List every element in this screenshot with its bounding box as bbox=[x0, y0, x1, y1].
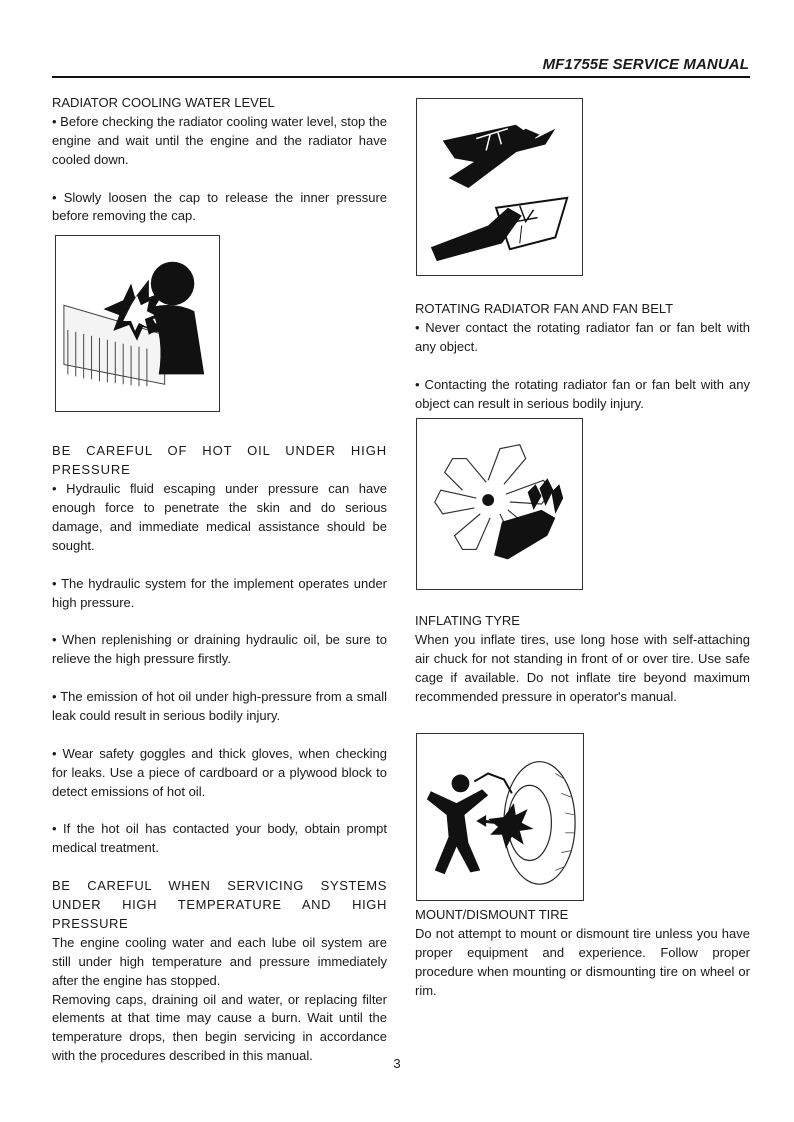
paragraph: • Contacting the rotating radiator fan or fan belt with any object can result in serious bodily injury. bbox=[415, 376, 750, 411]
paragraph: • Wear safety goggles and thick gloves, when checking for leaks. Use a piece of cardboard or a plywood block to detect emissions of hot oil. bbox=[52, 745, 387, 799]
section-heading: BE CAREFUL WHEN SERVICING SYSTEMS UNDER HIGH TEMPERATURE AND HIGH PRESSURE bbox=[52, 878, 387, 931]
section-heading: INFLATING TYRE bbox=[415, 613, 520, 629]
hot-oil-figure bbox=[416, 98, 583, 276]
hands-oil-leak-icon bbox=[417, 99, 582, 275]
section-heading: ROTATING RADIATOR FAN AND FAN BELT bbox=[415, 301, 674, 316]
paragraph: The engine cooling water and each lube oil system are still under high temperature and pressure immediately after the engine has stopped. bbox=[52, 934, 387, 988]
section-heading: RADIATOR COOLING WATER LEVEL bbox=[52, 95, 275, 110]
rotating-fan-hand-icon bbox=[417, 419, 582, 589]
page-number: 3 bbox=[393, 1056, 401, 1071]
paragraph: Removing caps, draining oil and water, or replacing filter elements at that time may cause a burn. Wait until the temperature drops, then begin servicing in accordance with the procedures described in this manual. bbox=[52, 991, 387, 1064]
paragraph: When you inflate tires, use long hose with self-attaching air chuck for not standing in front of or over tire. Use safe cage if available. Do not inflate tire beyond maximum recommended pressure in operator's manual. bbox=[415, 632, 750, 705]
paragraph: • Before checking the radiator cooling water level, stop the engine and wait until the engine and the radiator have cooled down. bbox=[52, 113, 387, 167]
paragraph: • Never contact the rotating radiator fan or fan belt with any object. bbox=[415, 319, 750, 354]
paragraph: • Slowly loosen the cap to release the inner pressure before removing the cap. bbox=[52, 189, 387, 224]
header-title: MF1755E SERVICE MANUAL bbox=[542, 56, 749, 73]
radiator-cap-figure bbox=[55, 235, 220, 412]
header-rule bbox=[52, 76, 750, 78]
tyre-explosion-icon bbox=[417, 734, 583, 900]
fan-figure bbox=[416, 418, 583, 590]
tyre-figure bbox=[416, 733, 584, 901]
radiator-cap-burst-icon bbox=[56, 236, 219, 411]
section-heading: MOUNT/DISMOUNT TIRE bbox=[415, 906, 569, 922]
section-heading: BE CAREFUL OF HOT OIL UNDER HIGH PRESSURE bbox=[52, 443, 387, 478]
paragraph: • The emission of hot oil under high-pressure from a small leak could result in serious bodily injury. bbox=[52, 689, 387, 723]
paragraph: Do not attempt to mount or dismount tire unless you have proper equipment and experience. Follow proper procedure when mounting or dismounting tire on wheel or rim. bbox=[415, 925, 750, 998]
paragraph: • When replenishing or draining hydraulic oil, be sure to relieve the high pressure firstly. bbox=[52, 632, 387, 667]
paragraph: • The hydraulic system for the implement operates under high pressure. bbox=[52, 575, 387, 610]
paragraph: • Hydraulic fluid escaping under pressure can have enough force to penetrate the skin and do serious damage, and immediate medical assistance should be sought. bbox=[52, 481, 387, 553]
paragraph: • If the hot oil has contacted your body, obtain prompt medical treatment. bbox=[52, 821, 387, 856]
